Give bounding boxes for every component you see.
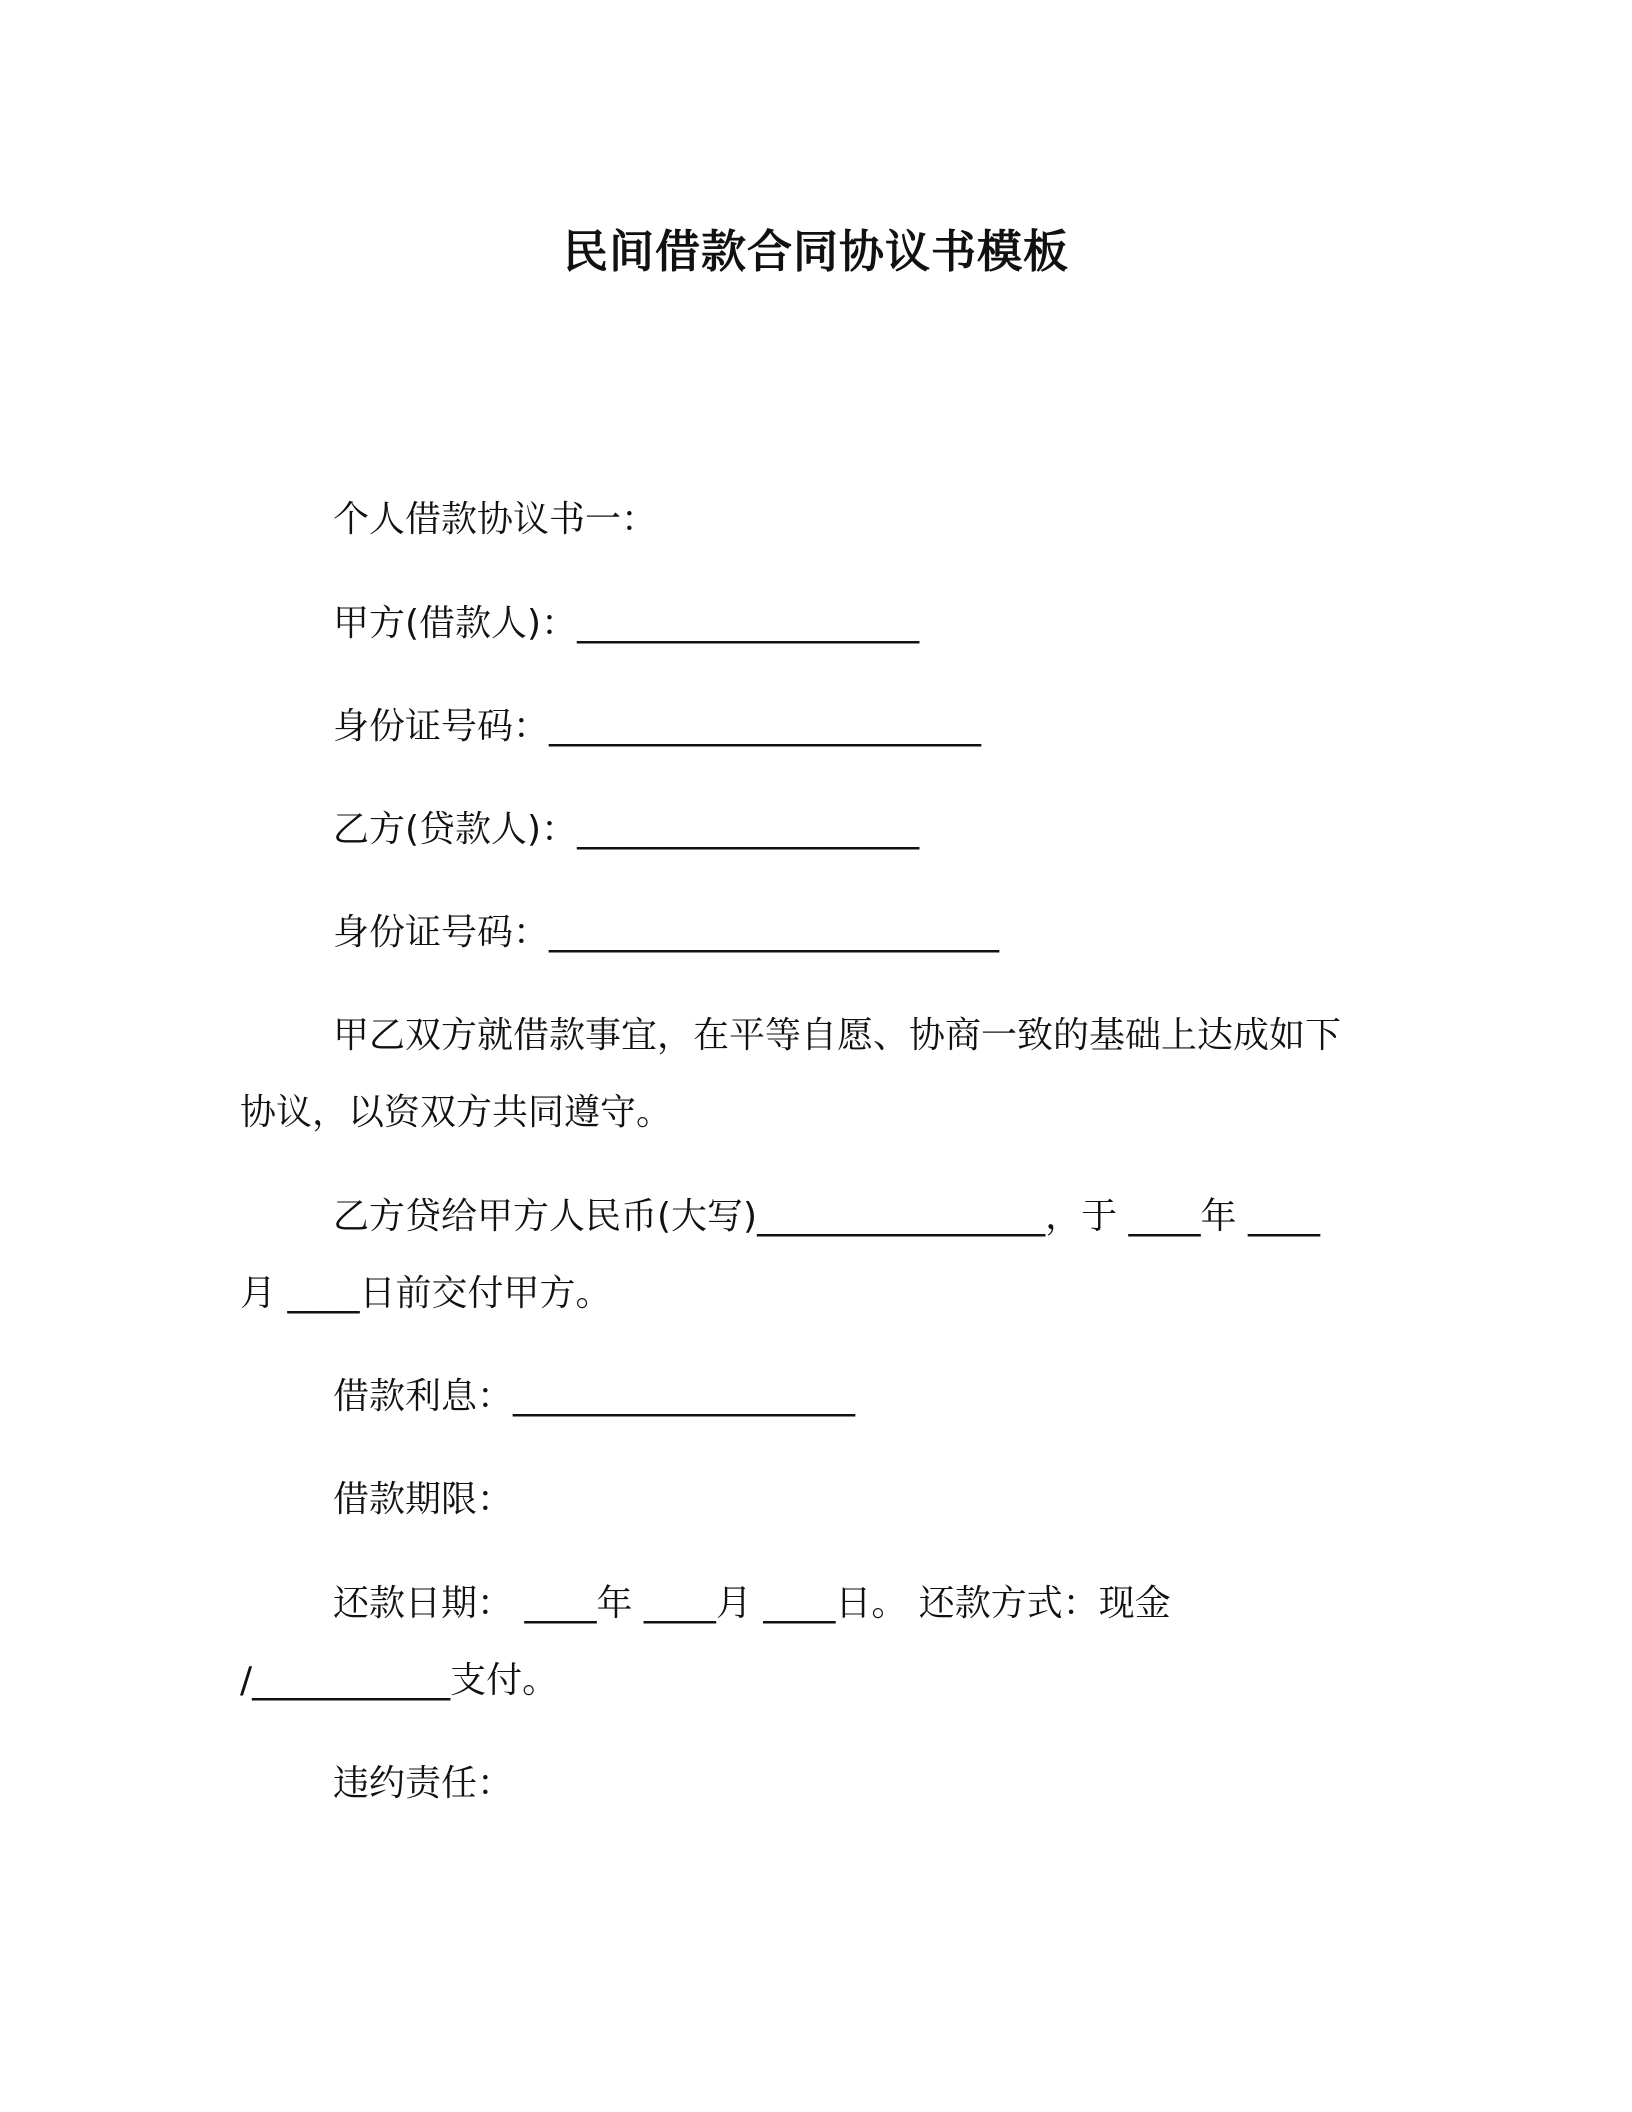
- repayment-line-2: /___________支付。: [240, 1660, 559, 1701]
- borrower-field: 甲方(借款人)：___________________: [333, 603, 920, 644]
- borrower-id-field: 身份证号码：________________________: [333, 706, 982, 747]
- loan-amount-line-2: 月 ____日前交付甲方。: [240, 1273, 612, 1314]
- repayment-line-1: 还款日期： ____年 ____月 ____日。 还款方式：现金: [333, 1583, 1171, 1624]
- document-title: 民间借款合同协议书模板: [562, 225, 1069, 278]
- loan-term-field: 借款期限：: [333, 1479, 514, 1520]
- lender-id-field: 身份证号码：_________________________: [333, 912, 1000, 953]
- section-heading: 个人借款协议书一：: [333, 499, 658, 540]
- agreement-paragraph-line-2: 协议，以资双方共同遵守。: [240, 1092, 673, 1133]
- agreement-paragraph-line-1: 甲乙双方就借款事宜，在平等自愿、协商一致的基础上达成如下: [333, 1015, 1342, 1056]
- breach-liability-field: 违约责任：: [333, 1763, 514, 1804]
- loan-interest-field: 借款利息：___________________: [333, 1376, 856, 1417]
- loan-amount-line-1: 乙方贷给甲方人民币(大写)________________，于 ____年 ____: [333, 1196, 1320, 1237]
- lender-field: 乙方(贷款人)：___________________: [333, 809, 920, 850]
